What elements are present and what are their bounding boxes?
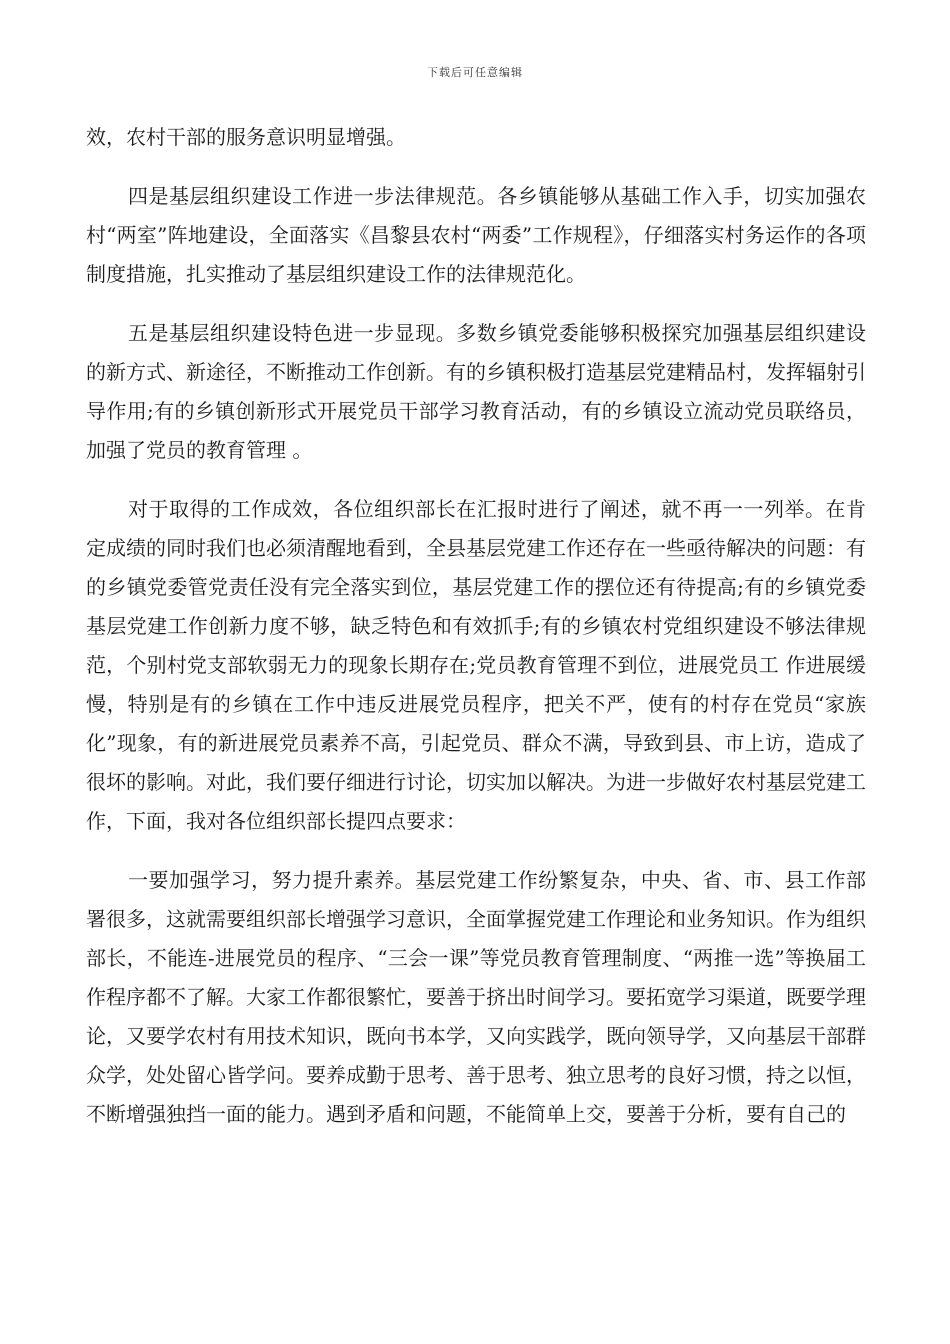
paragraph-continuation: 效，农村干部的服务意识明显增强。: [86, 125, 406, 149]
paragraph-problems: 对于取得的工作成效，各位组织部长在汇报时进行了阐述，就不再一一列举。在肯定成绩的同时我们也必须清醒地看到，全县基层党建工作还存在一些亟待解决的问题：有的乡镇党委管党责任没有完全落实到位，基层党建工作的摆位还有待提高;有的乡镇党委基层党建工作创新力度不够，缺乏特色和有效抓手;有的乡镇农村党组织建设不够法律规范，个别村党支部软弱无力的现象长期存在;党员教育管理不到位，进展党员工 作进展缓慢，特别是有的乡镇在工作中违反进展党员程序，把关不严，使有的村存在党员“家族化”现象，有的新进展党员素养不高，引起党员、群众不满，导致到县、市上访，造成了很坏的影响。对此，我们要仔细进行讨论，切实加以解决。为进一步做好农村基层党建工作，下面，我对各位组织部长提四点要求：: [86, 497, 866, 833]
paragraph-gap: [86, 841, 866, 861]
document-body: [86, 118, 866, 1134]
paragraph-requirement-one: 一要加强学习，努力提升素养。基层党建工作纷繁复杂，中央、省、市、县工作部署很多，这就需要组织部长增强学习意识，全面掌握党建工作理论和业务知识。作为组织部长，不能连-进展党员的程序、“三会一课”等党员教育管理制度、“两推一选”等换届工作程序都不了解。大家工作都很繁忙，要善于挤出时间学习。要拓宽学习渠道，既要学理论，又要学农村有用技术知识，既向书本学，又向实践学，既向领导学，又向基层干部群众学，处处留心皆学问。要养成勤于思考、善于思考、独立思考的良好习惯，持之以恒，不断增强独挡一面的能力。遇到矛盾和问题，不能简单上交，要善于分析，要有自己的: [86, 868, 866, 1126]
paragraph-gap: [86, 294, 866, 314]
paragraph-gap: [86, 157, 866, 177]
paragraph-item-four: 四是基层组织建设工作进一步法律规范。各乡镇能够从基础工作入手，切实加强农村“两室”阵地建设，全面落实《昌黎县农村“两委”工作规程》，仔细落实村务运作的各项制度措施，扎实推动了基层组织建设工作的法律规范化。: [86, 184, 866, 286]
paragraph-gap: [86, 470, 866, 490]
paragraph-item-five: 五是基层组织建设特色进一步显现。多数乡镇党委能够积极探究加强基层组织建设的新方式、新途径，不断推动工作创新。有的乡镇积极打造基层党建精品村，发挥辐射引导作用;有的乡镇创新形式开展党员干部学习教育活动，有的乡镇设立流动党员联络员，加强了党员的教育管理 。: [86, 321, 866, 462]
page-header-note: 下载后可任意编辑: [427, 66, 523, 79]
